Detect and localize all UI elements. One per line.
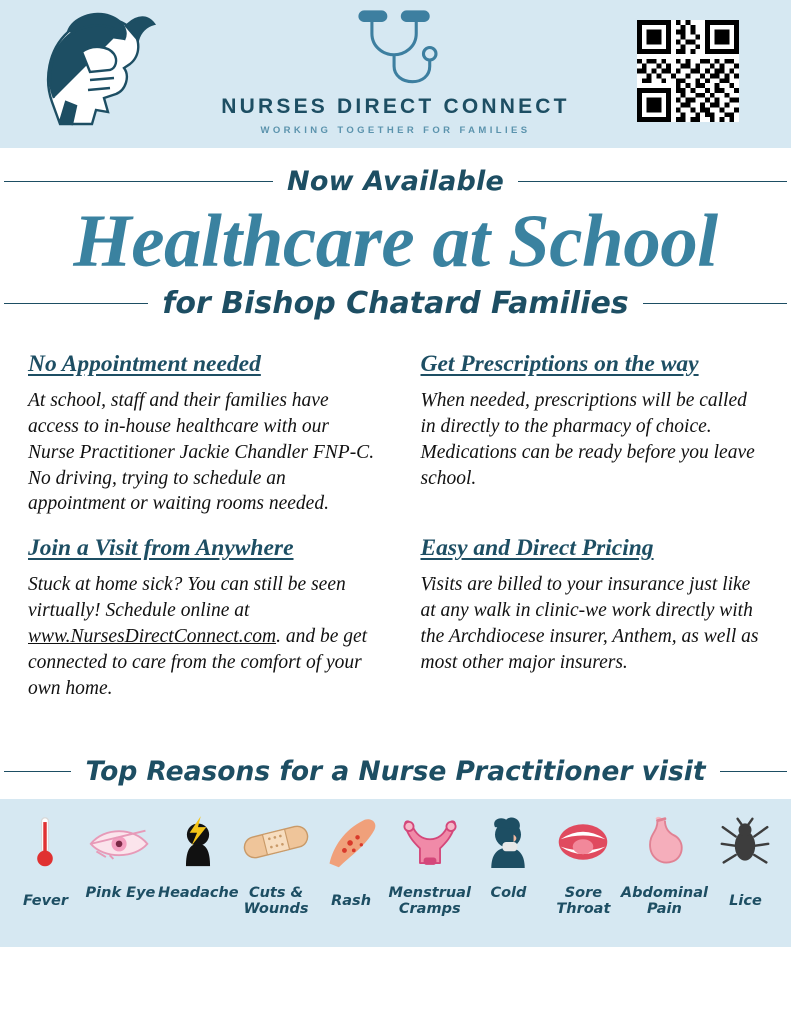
feature-virtual-visit — [28, 535, 377, 702]
feature-body-part-2: . and be get connected to care from the comfort of your own home. — [28, 626, 368, 700]
feature-body: At school, staff and their families have access to in-house healthcare with our Nurse Practitioner Jackie Chandler FNP-C. No driving, trying to schedule an appointment or waiting rooms needed. — [28, 389, 375, 515]
reason-item-fever — [8, 809, 83, 909]
feature-title: Join a Visit from Anywhere — [28, 535, 294, 562]
rule-left-2 — [4, 303, 148, 305]
reason-label: Rash — [331, 892, 372, 909]
reason-item-menstrual-cramps — [389, 809, 471, 917]
stethoscope-icon — [186, 8, 606, 93]
arm-rash-icon — [322, 809, 380, 875]
reason-item-cuts-wounds — [239, 809, 314, 917]
qr-code[interactable] — [637, 20, 739, 122]
nurses-direct-connect-link[interactable]: www.NursesDirectConnect.com — [28, 626, 277, 648]
reason-item-sore-throat — [546, 809, 621, 917]
reason-item-rash — [314, 809, 389, 909]
feature-title: Get Prescriptions on the way — [420, 350, 699, 377]
reason-item-abdominal-pain — [621, 809, 708, 917]
brand-block — [186, 8, 606, 136]
subhead-row — [0, 286, 791, 321]
reason-item-pink-eye — [83, 809, 158, 901]
reason-label: Lice — [729, 892, 762, 909]
eyebrow-text: Now Available — [287, 166, 504, 197]
features-grid — [0, 321, 791, 702]
feature-title: No Appointment needed — [28, 350, 261, 377]
reason-label: Menstrual Cramps — [388, 884, 471, 918]
feature-body: Visits are billed to your insurance just like at any walk in clinic-we work directly with the Archdiocese insurer, Anthem, as well as most other major insurers. — [420, 574, 759, 674]
header-band — [0, 0, 791, 148]
rule-right-2 — [643, 303, 787, 305]
head-lightning-icon — [173, 809, 223, 875]
brand-tagline: WORKING TOGETHER FOR FAMILIES — [260, 125, 531, 136]
feature-body — [28, 572, 377, 702]
feature-body: When needed, prescriptions will be called in directly to the pharmacy of choice. Medications can be ready before you leave school. — [420, 389, 755, 489]
title-block — [0, 148, 791, 321]
sick-person-icon — [482, 809, 534, 875]
reason-item-lice — [708, 809, 783, 909]
uterus-icon — [398, 809, 462, 875]
rule-right — [518, 181, 787, 183]
reason-label: Cuts & Wounds — [243, 884, 309, 918]
rule-left-3 — [4, 771, 71, 773]
reasons-heading-row — [0, 756, 791, 787]
reason-label: Sore Throat — [556, 884, 611, 918]
reason-label: Pink Eye — [85, 884, 156, 901]
page-title: Healthcare at School — [73, 200, 718, 283]
reason-label: Headache — [157, 884, 239, 901]
reasons-icon-strip — [0, 799, 791, 947]
reason-label: Abdominal Pain — [620, 884, 708, 918]
reason-label: Fever — [22, 892, 69, 909]
stomach-icon — [637, 809, 691, 875]
reason-label: Cold — [490, 884, 527, 901]
feature-title: Easy and Direct Pricing — [420, 535, 654, 562]
feature-body-part-1: Stuck at home sick? You can still be seen virtually! Schedule online at — [28, 574, 346, 622]
feature-no-appointment — [28, 351, 377, 518]
reason-item-headache — [158, 809, 239, 901]
feature-pricing — [415, 535, 764, 702]
rule-left — [4, 181, 273, 183]
spartan-helmet-logo — [30, 6, 160, 142]
eyebrow-row — [0, 166, 791, 197]
thermometer-icon — [32, 809, 58, 875]
open-mouth-icon — [555, 809, 611, 875]
reasons-heading: Top Reasons for a Nurse Practitioner visit — [85, 755, 706, 787]
eye-icon — [87, 809, 153, 875]
page-subtitle: for Bishop Chatard Families — [162, 285, 629, 321]
reason-item-cold — [471, 809, 546, 901]
louse-icon — [719, 809, 771, 875]
brand-name: NURSES DIRECT CONNECT — [221, 95, 570, 118]
rule-right-3 — [720, 771, 787, 773]
feature-prescriptions — [415, 351, 764, 518]
bandage-icon — [240, 809, 312, 875]
